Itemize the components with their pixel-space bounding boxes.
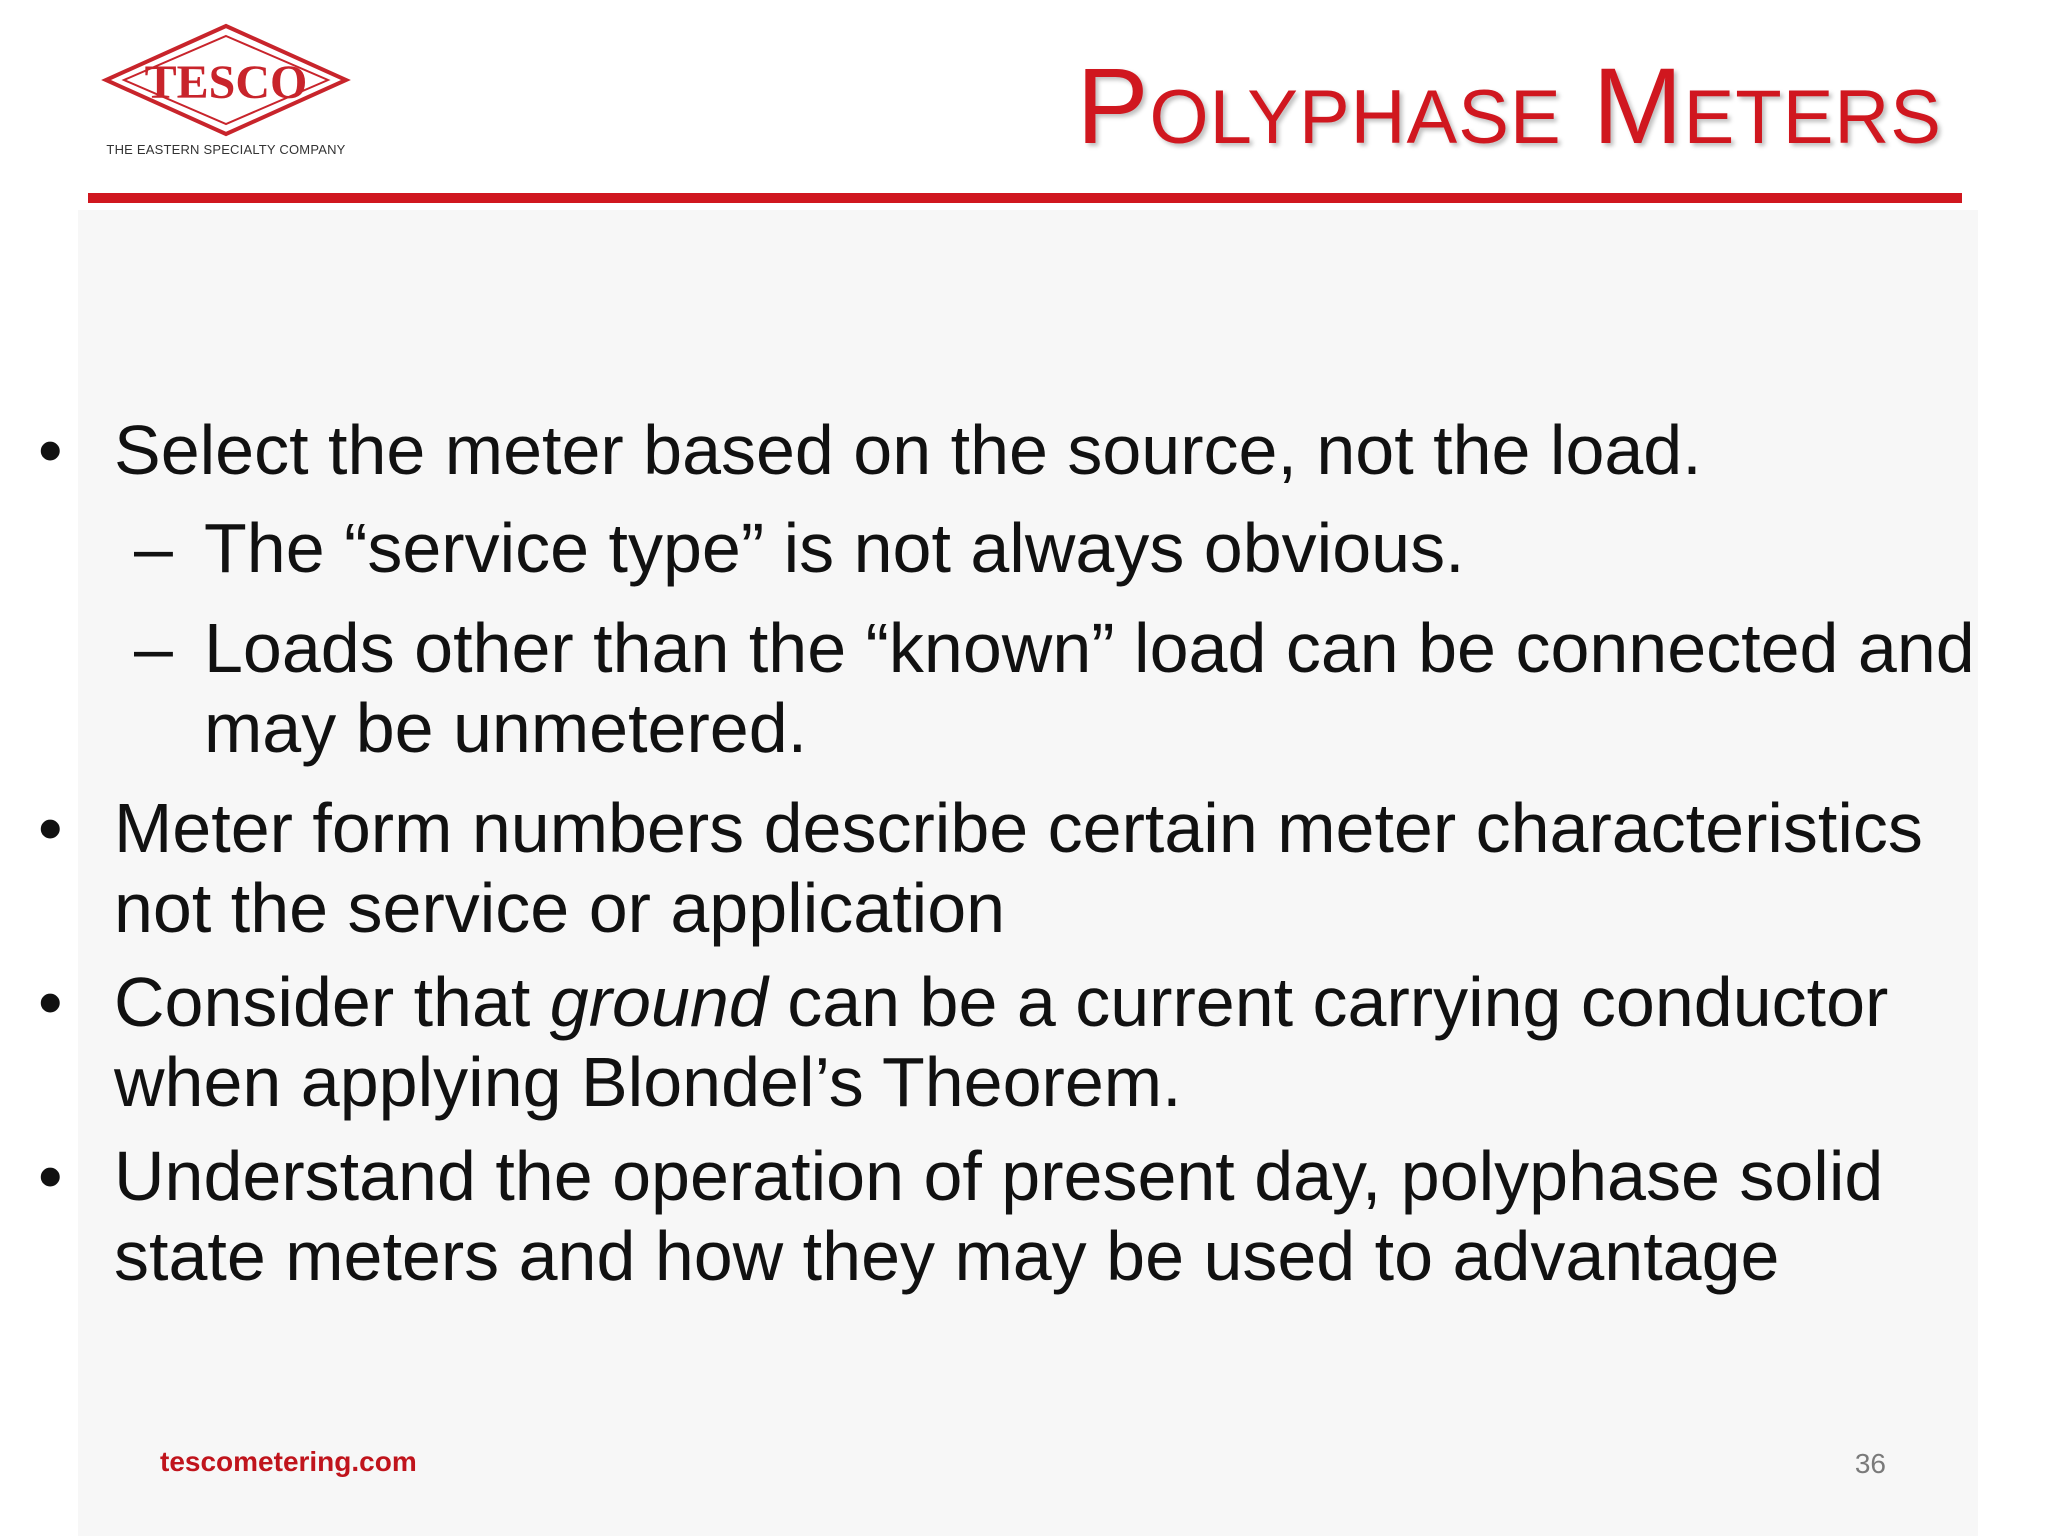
bullet-text-2: Meter form numbers describe certain meter characteristics not the service or application xyxy=(114,789,1923,947)
sub-bullet-marker: – xyxy=(134,509,173,587)
tesco-logo xyxy=(96,18,356,168)
sub-bullet-item-2 xyxy=(30,608,1990,768)
sub-bullet-marker: – xyxy=(134,609,173,687)
page-number: 36 xyxy=(1854,1448,1886,1479)
bullet-marker: • xyxy=(38,411,63,489)
bullet-text-1: Select the meter based on the source, not the load. xyxy=(114,411,1702,489)
bullet-item-3 xyxy=(30,962,1990,1122)
bullet-item-1 xyxy=(30,410,1990,490)
bullet-item-2 xyxy=(30,788,1990,948)
sub-bullet-text-1: The “service type” is not always obvious. xyxy=(204,509,1465,587)
tesco-logo-mark xyxy=(96,18,356,140)
bullet-group-1 xyxy=(30,410,1990,768)
sub-bullet-item-1 xyxy=(30,508,1990,588)
bullet-text-3-start: Consider that xyxy=(114,963,550,1041)
bullet-list xyxy=(30,410,1990,1310)
title-divider xyxy=(88,193,1962,203)
bullet-marker: • xyxy=(38,963,63,1041)
logo-tagline: THE EASTERN SPECIALTY COMPANY xyxy=(106,142,346,157)
sub-bullet-list xyxy=(30,508,1990,768)
bullet-marker: • xyxy=(38,789,63,867)
bullet-text-4: Understand the operation of present day, polyphase solid state meters and how they may be used to advantage xyxy=(114,1137,1884,1295)
logo-wordmark: TESCO xyxy=(144,56,308,109)
bullet-marker: • xyxy=(38,1137,63,1215)
bullet-text-3-emphasis: ground xyxy=(549,963,768,1041)
bullet-item-4 xyxy=(30,1136,1990,1296)
slide-title: Polyphase Meters xyxy=(1076,45,1942,166)
bullet-text-3-end: can be a current carrying conductor when applying Blondel’s Theorem. xyxy=(114,963,1889,1121)
footer-website-link[interactable]: tescometering.com xyxy=(160,1446,417,1477)
sub-bullet-text-2: Loads other than the “known” load can be connected and may be unmetered. xyxy=(204,609,1975,767)
